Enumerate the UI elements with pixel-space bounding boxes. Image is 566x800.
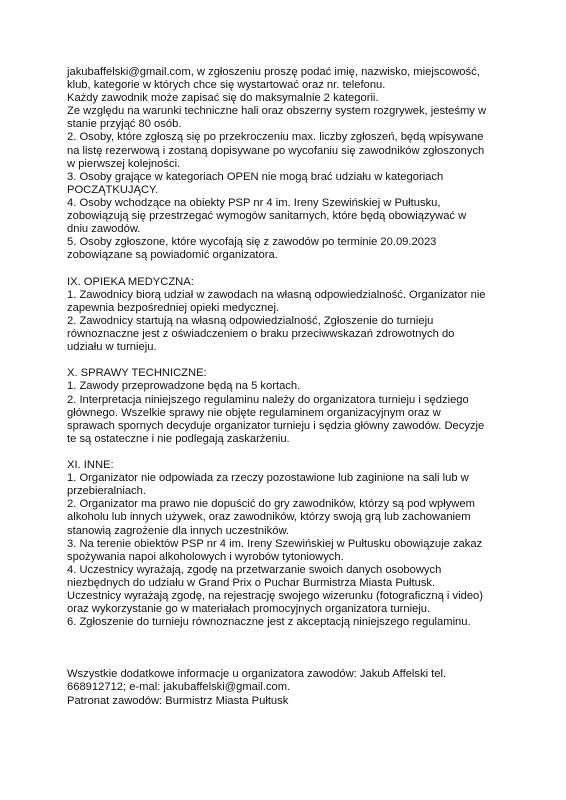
- text-line: 2. Zawodnicy startują na własną odpowiedzialność, Zgłoszenie do turnieju: [67, 314, 434, 327]
- text-line: 6. Zgłoszenie do turnieju równoznaczne jest z akceptacją niniejszego regulaminu.: [67, 616, 471, 629]
- text-line: 1. Organizator nie odpowiada za rzeczy pozostawione lub zaginione na sali lub w: [67, 472, 469, 485]
- text-line: sprawach spornych decyduje organizator turnieju i sędzia główny zawodów. Decyzje: [67, 419, 485, 432]
- text-line: 3. Na terenie obiektów PSP nr 4 im. Ireny Szewińskiej w Pułtusku obowiązuje zakaz: [67, 537, 483, 550]
- text-line: w pierwszej kolejności.: [67, 157, 181, 170]
- text-line: zobowiązują się przestrzegać wymogów sanitarnych, które będą obowiązywać w: [67, 210, 467, 223]
- text-line: równoznaczne jest z oświadczeniem o braku przeciwwskazań zdrowotnych do: [67, 327, 455, 340]
- text-line: na listę rezerwową i zostaną dopisywane po wycofaniu się zawodników zgłoszonych: [67, 144, 485, 157]
- intro-block: [67, 66, 506, 262]
- text-line: Patronat zawodów: Burmistrz Miasta Pułtusk: [67, 694, 289, 707]
- section-other: [67, 459, 506, 629]
- text-line: alkoholu lub innych używek, oraz zawodników, którzy swoją grą lub zachowaniem: [67, 511, 471, 524]
- text-line: zobowiązane są powiadomić organizatora.: [67, 249, 278, 262]
- text-line: 4. Uczestnicy wyrażają, zgodę na przetwarzanie swoich danych osobowych: [67, 563, 442, 576]
- text-line: Ze względu na warunki techniczne hali oraz obszerny system rozgrywek, jesteśmy w: [67, 105, 487, 118]
- spacer: [67, 446, 506, 459]
- text-line: udziału w turnieju.: [67, 341, 157, 354]
- footer-info: [67, 668, 506, 707]
- text-line: zapewnia bezpośredniej opieki medycznej.: [67, 301, 280, 314]
- text-line: przebieralniach.: [67, 485, 146, 498]
- text-line: 1. Zawody przeprowadzone będą na 5 kortach.: [67, 380, 301, 393]
- section-medical: [67, 276, 506, 355]
- text-line: spożywania napoi alkoholowych i wyrobów tytoniowych.: [67, 550, 344, 563]
- text-line: te są ostateczne i nie podlegają zaskarżeniu.: [67, 432, 290, 445]
- spacer: [67, 262, 506, 275]
- section-heading: X. SPRAWY TECHNICZNE:: [67, 367, 207, 380]
- text-line: klub, kategorie w których chce się wystartować oraz nr. telefonu.: [67, 79, 386, 92]
- text-line: Wszystkie dodatkowe informacje u organizatora zawodów: Jakub Affelski tel.: [67, 668, 447, 681]
- text-line: oraz wykorzystanie go w materiałach promocyjnych organizatora turnieju.: [67, 603, 431, 616]
- text-line: 2. Organizator ma prawo nie dopuścić do gry zawodników, którzy są pod wpływem: [67, 498, 475, 511]
- text-line: 1. Zawodnicy biorą udział w zawodach na własną odpowiedzialność. Organizator nie: [67, 288, 486, 301]
- text-line: POCZĄTKUJĄCY.: [67, 183, 159, 196]
- text-line: 2. Interpretacja niniejszego regulaminu należy do organizatora turnieju i sędziego: [67, 393, 469, 406]
- spacer: [67, 629, 506, 668]
- text-line: 4. Osoby wchodzące na obiekty PSP nr 4 im. Ireny Szewińskiej w Pułtusku,: [67, 196, 441, 209]
- text-line: 3. Osoby grające w kategoriach OPEN nie mogą brać udziału w kategoriach: [67, 170, 444, 183]
- text-line: 2. Osoby, które zgłoszą się po przekroczeniu max. liczby zgłoszeń, będą wpisywane: [67, 131, 484, 144]
- text-line: Każdy zawodnik może zapisać się do maksymalnie 2 kategorii.: [67, 92, 379, 105]
- text-line: dniu zawodów.: [67, 223, 141, 236]
- section-heading: XI. INNE:: [67, 459, 114, 472]
- spacer: [67, 354, 506, 367]
- text-line: Uczestnicy wyrażają zgodę, na rejestrację swojego wizerunku (fotograficzną i video): [67, 590, 483, 603]
- text-line: głównego. Wszelkie sprawy nie objęte regulaminem organizacyjnym oraz w: [67, 406, 441, 419]
- section-heading: IX. OPIEKA MEDYCZNA:: [67, 275, 194, 288]
- text-line: stanowią zagrożenie dla innych uczestników.: [67, 524, 290, 537]
- text-line: jakubaffelski@gmail.com, w zgłoszeniu proszę podać imię, nazwisko, miejscowość,: [67, 66, 480, 78]
- text-line: niezbędnych do udziału w Grand Prix o Puchar Burmistrza Miasta Pułtusk.: [67, 576, 436, 589]
- text-line: 5. Osoby zgłoszone, które wycofają się z zawodów po terminie 20.09.2023: [67, 236, 437, 249]
- text-line: stanie przyjąć 80 osób.: [67, 118, 182, 131]
- section-technical: [67, 367, 506, 446]
- text-line: 668912712; e-mal: jakubaffelski@gmail.com.: [67, 681, 291, 694]
